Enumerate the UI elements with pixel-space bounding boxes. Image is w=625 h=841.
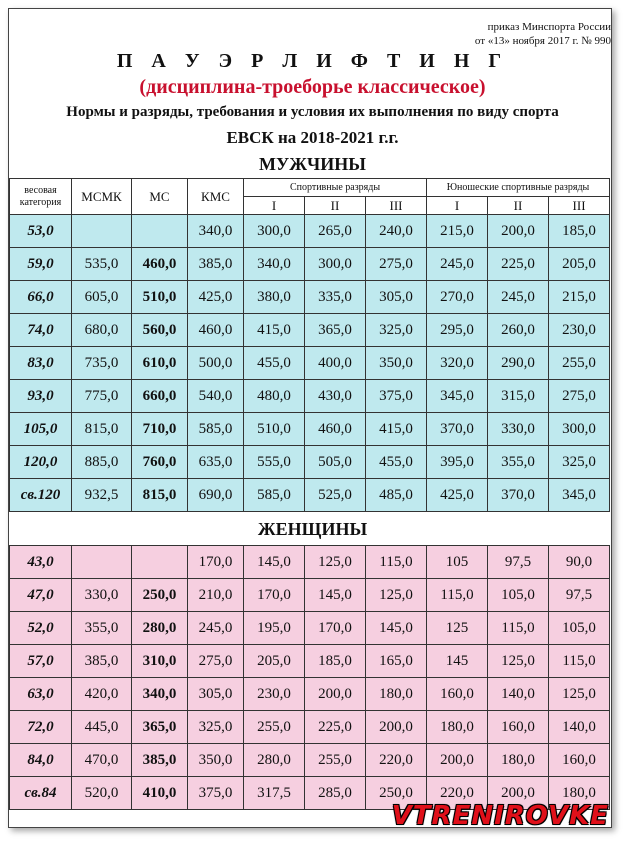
norm-cell: 415,0	[366, 413, 427, 446]
norm-cell: 170,0	[305, 612, 366, 645]
norm-cell: 105	[427, 546, 488, 579]
youth-rank-1-header: I	[427, 197, 488, 215]
norm-cell: 585,0	[244, 479, 305, 512]
norm-cell: 275,0	[549, 380, 610, 413]
weight-category-cell: 105,0	[10, 413, 72, 446]
norm-cell: 585,0	[188, 413, 244, 446]
norm-cell: 355,0	[72, 612, 132, 645]
norm-cell: 180,0	[427, 711, 488, 744]
norm-cell: 260,0	[488, 314, 549, 347]
table-row	[10, 579, 610, 612]
norm-cell: 245,0	[488, 281, 549, 314]
norm-cell: 180,0	[366, 678, 427, 711]
norm-cell: 420,0	[72, 678, 132, 711]
norm-cell: 305,0	[366, 281, 427, 314]
norm-cell: 885,0	[72, 446, 132, 479]
norm-cell: 225,0	[488, 248, 549, 281]
watermark-logo	[392, 801, 609, 831]
norm-cell: 470,0	[72, 744, 132, 777]
table-row	[10, 711, 610, 744]
table-row	[10, 413, 610, 446]
norm-cell: 400,0	[305, 347, 366, 380]
norm-cell: 220,0	[427, 777, 488, 810]
weight-category-header: весовая категория	[10, 179, 72, 215]
norm-cell: 220,0	[366, 744, 427, 777]
norm-cell: 255,0	[244, 711, 305, 744]
norm-cell: 815,0	[72, 413, 132, 446]
weight-category-cell: 43,0	[10, 546, 72, 579]
norm-cell: 275,0	[366, 248, 427, 281]
norm-cell: 330,0	[488, 413, 549, 446]
table-row	[10, 678, 610, 711]
norm-cell: 610,0	[132, 347, 188, 380]
norm-cell: 395,0	[427, 446, 488, 479]
norm-cell: 605,0	[72, 281, 132, 314]
norm-cell: 97,5	[488, 546, 549, 579]
norm-cell: 455,0	[244, 347, 305, 380]
document-description: Нормы и разряды, требования и условия их выполнения по виду спорта	[66, 104, 559, 120]
norm-cell: 375,0	[188, 777, 244, 810]
norm-cell: 335,0	[305, 281, 366, 314]
norm-cell: 125,0	[366, 579, 427, 612]
norm-cell: 680,0	[72, 314, 132, 347]
table-row	[10, 744, 610, 777]
norm-cell: 160,0	[549, 744, 610, 777]
weight-category-cell: 74,0	[10, 314, 72, 347]
weight-category-cell: св.84	[10, 777, 72, 810]
norm-cell: 105,0	[549, 612, 610, 645]
norm-cell: 115,0	[366, 546, 427, 579]
norm-cell: 932,5	[72, 479, 132, 512]
norm-cell: 460,0	[305, 413, 366, 446]
norm-cell: 500,0	[188, 347, 244, 380]
norm-cell: 415,0	[244, 314, 305, 347]
norm-cell: 325,0	[366, 314, 427, 347]
norm-cell: 300,0	[244, 215, 305, 248]
norm-cell: 505,0	[305, 446, 366, 479]
norm-cell: 275,0	[188, 645, 244, 678]
norm-cell: 535,0	[72, 248, 132, 281]
norm-cell: 710,0	[132, 413, 188, 446]
norm-cell: 200,0	[488, 215, 549, 248]
weight-category-cell: 66,0	[10, 281, 72, 314]
norm-cell: 195,0	[244, 612, 305, 645]
table-row	[10, 446, 610, 479]
norm-cell: 305,0	[188, 678, 244, 711]
norm-cell: 445,0	[72, 711, 132, 744]
norm-cell: 245,0	[427, 248, 488, 281]
norm-cell: 200,0	[305, 678, 366, 711]
table-row	[10, 281, 610, 314]
norm-cell: 330,0	[72, 579, 132, 612]
norm-cell: 510,0	[244, 413, 305, 446]
norm-cell: 760,0	[132, 446, 188, 479]
rank-1-header: I	[244, 197, 305, 215]
table-row	[10, 612, 610, 645]
sport-ranks-header: Спортивные разряды	[244, 179, 427, 197]
norm-cell: 165,0	[366, 645, 427, 678]
weight-category-cell: 84,0	[10, 744, 72, 777]
norm-cell: 555,0	[244, 446, 305, 479]
norm-cell: 285,0	[305, 777, 366, 810]
norm-cell	[72, 546, 132, 579]
norm-cell: 265,0	[305, 215, 366, 248]
norm-cell: 380,0	[244, 281, 305, 314]
norm-cell: 225,0	[305, 711, 366, 744]
document-subtitle: (дисциплина-троеборье классическое)	[139, 76, 486, 98]
norm-cell: 140,0	[549, 711, 610, 744]
norm-cell: 340,0	[188, 215, 244, 248]
youth-ranks-header: Юношеские спортивные разряды	[427, 179, 610, 197]
norm-cell: 105,0	[488, 579, 549, 612]
norm-cell: 160,0	[427, 678, 488, 711]
table-row	[10, 347, 610, 380]
weight-category-cell: 83,0	[10, 347, 72, 380]
norm-cell: 370,0	[488, 479, 549, 512]
norm-cell: 350,0	[188, 744, 244, 777]
weight-category-cell: св.120	[10, 479, 72, 512]
weight-category-cell: 93,0	[10, 380, 72, 413]
table-row	[10, 479, 610, 512]
norm-cell: 145	[427, 645, 488, 678]
document-title: П А У Э Р Л И Ф Т И Н Г	[116, 50, 509, 72]
norm-cell: 200,0	[488, 777, 549, 810]
women-section-title: ЖЕНЩИНЫ	[257, 519, 368, 539]
weight-category-cell: 59,0	[10, 248, 72, 281]
document-period: ЕВСК на 2018-2021 г.г.	[226, 128, 399, 147]
norm-cell: 115,0	[488, 612, 549, 645]
norm-cell: 385,0	[188, 248, 244, 281]
weight-category-cell: 53,0	[10, 215, 72, 248]
youth-rank-2-header: II	[488, 197, 549, 215]
norm-cell: 115,0	[549, 645, 610, 678]
norm-cell: 200,0	[427, 744, 488, 777]
norm-cell: 170,0	[244, 579, 305, 612]
norm-cell: 425,0	[188, 281, 244, 314]
norm-cell: 180,0	[488, 744, 549, 777]
table-row	[10, 645, 610, 678]
norm-cell: 215,0	[549, 281, 610, 314]
norm-cell: 250,0	[366, 777, 427, 810]
norm-cell: 365,0	[305, 314, 366, 347]
norm-cell: 290,0	[488, 347, 549, 380]
msmk-header: МСМК	[72, 179, 132, 215]
table-row	[10, 314, 610, 347]
table-row	[10, 248, 610, 281]
order-reference	[475, 20, 611, 48]
norm-cell: 660,0	[132, 380, 188, 413]
norm-cell: 510,0	[132, 281, 188, 314]
norm-cell: 375,0	[366, 380, 427, 413]
norm-cell: 410,0	[132, 777, 188, 810]
norm-cell: 520,0	[72, 777, 132, 810]
norm-cell: 205,0	[244, 645, 305, 678]
norm-cell: 180,0	[549, 777, 610, 810]
norm-cell: 250,0	[132, 579, 188, 612]
norm-cell: 735,0	[72, 347, 132, 380]
norm-cell: 125,0	[549, 678, 610, 711]
norm-cell: 210,0	[188, 579, 244, 612]
norm-cell: 775,0	[72, 380, 132, 413]
norm-cell: 355,0	[488, 446, 549, 479]
weight-category-cell: 63,0	[10, 678, 72, 711]
women-table-body	[10, 546, 610, 810]
norm-cell: 317,5	[244, 777, 305, 810]
norm-cell: 140,0	[488, 678, 549, 711]
women-table	[9, 545, 610, 810]
norm-cell: 325,0	[549, 446, 610, 479]
norm-cell: 255,0	[305, 744, 366, 777]
norm-cell: 385,0	[72, 645, 132, 678]
norm-cell	[72, 215, 132, 248]
order-line-2: от «13» ноября 2017 г. № 990	[474, 35, 611, 47]
norm-cell: 385,0	[132, 744, 188, 777]
men-table	[9, 178, 610, 512]
norm-cell: 200,0	[366, 711, 427, 744]
youth-rank-3-header: III	[549, 197, 610, 215]
norm-cell: 125,0	[305, 546, 366, 579]
norm-cell: 280,0	[132, 612, 188, 645]
norm-cell: 325,0	[188, 711, 244, 744]
men-section-title: МУЖЧИНЫ	[259, 154, 366, 174]
norm-cell: 230,0	[549, 314, 610, 347]
rank-2-header: II	[305, 197, 366, 215]
norm-cell: 270,0	[427, 281, 488, 314]
weight-category-cell: 47,0	[10, 579, 72, 612]
norm-cell: 525,0	[305, 479, 366, 512]
watermark-text: VTRENIROVKE	[391, 801, 609, 831]
norm-cell: 320,0	[427, 347, 488, 380]
ms-header: МС	[132, 179, 188, 215]
men-table-body	[10, 215, 610, 512]
norm-cell: 215,0	[427, 215, 488, 248]
norm-cell: 160,0	[488, 711, 549, 744]
norm-cell: 205,0	[549, 248, 610, 281]
norm-cell: 455,0	[366, 446, 427, 479]
weight-category-cell: 72,0	[10, 711, 72, 744]
kms-header: КМС	[188, 179, 244, 215]
weight-category-cell: 120,0	[10, 446, 72, 479]
norm-cell: 430,0	[305, 380, 366, 413]
table-row	[10, 380, 610, 413]
norm-cell: 635,0	[188, 446, 244, 479]
rank-3-header: III	[366, 197, 427, 215]
norm-cell: 480,0	[244, 380, 305, 413]
norm-cell: 300,0	[549, 413, 610, 446]
norm-cell: 300,0	[305, 248, 366, 281]
norm-cell: 245,0	[188, 612, 244, 645]
norm-cell: 185,0	[305, 645, 366, 678]
norm-cell: 255,0	[549, 347, 610, 380]
norm-cell: 125,0	[488, 645, 549, 678]
norm-cell: 815,0	[132, 479, 188, 512]
norm-cell: 310,0	[132, 645, 188, 678]
norm-cell: 365,0	[132, 711, 188, 744]
norm-cell: 97,5	[549, 579, 610, 612]
norm-cell: 560,0	[132, 314, 188, 347]
norm-cell: 185,0	[549, 215, 610, 248]
norm-cell: 460,0	[132, 248, 188, 281]
norm-cell: 460,0	[188, 314, 244, 347]
table-row	[10, 215, 610, 248]
norm-cell	[132, 215, 188, 248]
norm-cell: 540,0	[188, 380, 244, 413]
norm-cell: 425,0	[427, 479, 488, 512]
norm-cell: 145,0	[305, 579, 366, 612]
norm-cell: 690,0	[188, 479, 244, 512]
norm-cell: 485,0	[366, 479, 427, 512]
norm-cell: 280,0	[244, 744, 305, 777]
norm-cell: 315,0	[488, 380, 549, 413]
order-line-1: приказ Минспорта России	[487, 21, 611, 33]
norm-cell: 340,0	[244, 248, 305, 281]
norm-cell: 345,0	[549, 479, 610, 512]
norm-cell: 125	[427, 612, 488, 645]
norm-cell	[132, 546, 188, 579]
norm-cell: 115,0	[427, 579, 488, 612]
table-row	[10, 546, 610, 579]
weight-category-cell: 52,0	[10, 612, 72, 645]
weight-category-cell: 57,0	[10, 645, 72, 678]
norm-cell: 240,0	[366, 215, 427, 248]
norm-cell: 90,0	[549, 546, 610, 579]
norm-cell: 170,0	[188, 546, 244, 579]
norm-cell: 370,0	[427, 413, 488, 446]
norm-cell: 145,0	[366, 612, 427, 645]
norm-cell: 340,0	[132, 678, 188, 711]
norm-cell: 230,0	[244, 678, 305, 711]
norm-cell: 350,0	[366, 347, 427, 380]
norm-cell: 145,0	[244, 546, 305, 579]
norm-cell: 295,0	[427, 314, 488, 347]
norm-cell: 345,0	[427, 380, 488, 413]
